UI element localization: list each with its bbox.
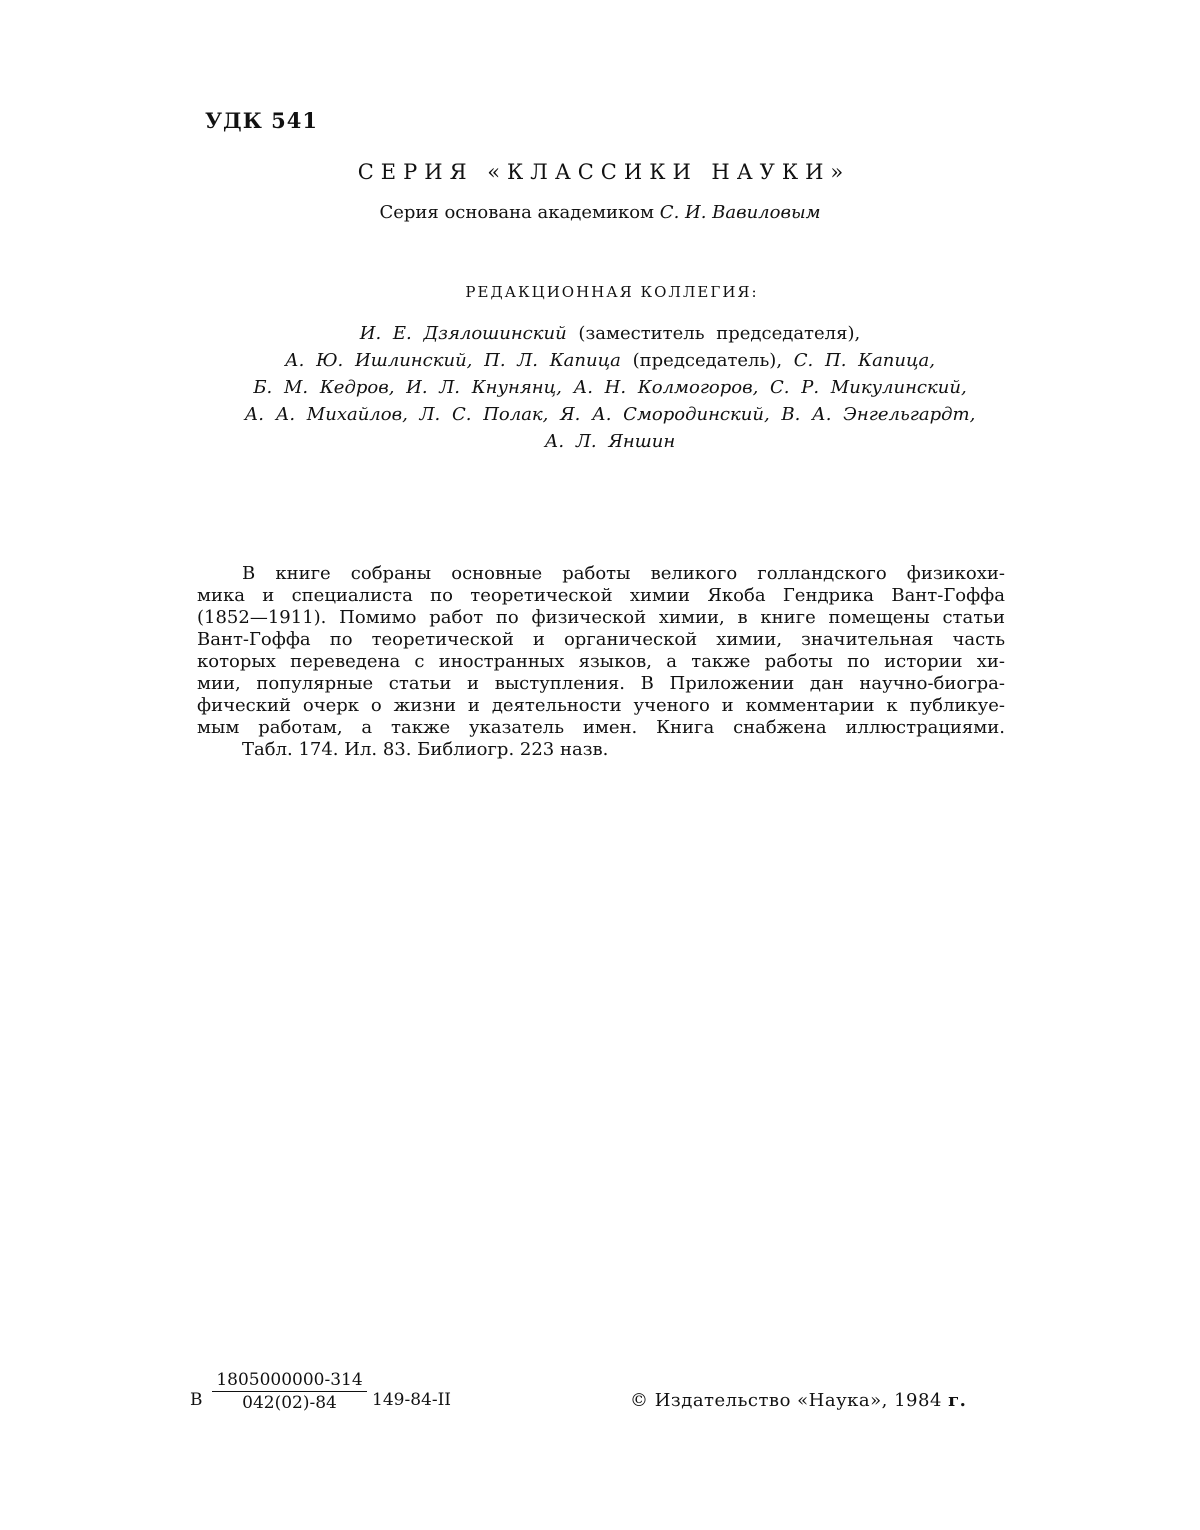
catalog-code-suffix: 149-84-II: [372, 1390, 451, 1410]
board-role: (председатель),: [632, 350, 783, 371]
board-member: С. П. Капица,: [793, 350, 935, 371]
board-line-5: [195, 428, 1025, 455]
board-line-1: [195, 320, 1025, 347]
board-members: А. А. Михайлов, Л. С. Полак, Я. А. Смородинский, В. А. Энгельгардт,: [244, 404, 976, 425]
abstract-stats: Табл. 174. Ил. 83. Библиогр. 223 назв.: [242, 739, 609, 760]
series-founded-prefix: Серия основана академиком: [379, 202, 655, 223]
editorial-board-heading: РЕДАКЦИОННАЯ КОЛЛЕГИЯ:: [465, 283, 759, 301]
board-member: А. Ю. Ишлинский,: [285, 350, 473, 371]
catalog-code-numerator: 1805000000-314: [212, 1370, 367, 1392]
book-abstract: [197, 563, 1005, 761]
abstract-line: которых переведена с иностранных языков, а также работы по истории хи-: [197, 651, 1005, 672]
board-line-4: [195, 401, 1025, 428]
copyright-text: © Издательство «Наука», 1984: [630, 1390, 942, 1411]
board-role: (заместитель председателя),: [578, 323, 861, 344]
series-founded: [0, 202, 1200, 223]
catalog-code: [190, 1370, 520, 1430]
abstract-line: фический очерк о жизни и деятельности ученого и комментарии к публикуе-: [197, 695, 1005, 716]
series-title: СЕРИЯ «КЛАССИКИ НАУКИ»: [357, 160, 851, 184]
abstract-line: В книге собраны основные работы великого голландского физикохи-: [242, 563, 1005, 584]
board-line-3: [195, 374, 1025, 401]
board-member: А. Л. Яншин: [544, 431, 676, 452]
board-line-2: [195, 347, 1025, 374]
catalog-code-letter: В: [190, 1390, 203, 1410]
abstract-line: Вант-Гоффа по теоретической и органической химии, значительная часть: [197, 629, 1005, 650]
abstract-line: (1852—1911). Помимо работ по физической химии, в книге помещены статьи: [197, 607, 1005, 628]
catalog-code-fraction: [212, 1370, 367, 1413]
copyright-notice: [630, 1390, 966, 1411]
board-members: Б. М. Кедров, И. Л. Кнунянц, А. Н. Колмогоров, С. Р. Микулинский,: [253, 377, 967, 398]
copyright-year-suffix: г.: [948, 1390, 967, 1411]
abstract-line: мым работам, а также указатель имен. Книга снабжена иллюстрациями.: [197, 717, 1005, 738]
editorial-board-members: [195, 320, 1025, 455]
udk-code: УДК 541: [205, 108, 318, 133]
catalog-code-denominator: 042(02)-84: [242, 1393, 337, 1413]
abstract-line: мика и специалиста по теоретической химии Якоба Гендрика Вант-Гоффа: [197, 585, 1005, 606]
board-member: П. Л. Капица: [484, 350, 621, 371]
abstract-line: мии, популярные статьи и выступления. В Приложении дан научно-биогра-: [197, 673, 1005, 694]
board-member: И. Е. Дзялошинский: [359, 323, 567, 344]
series-founder-name: С. И. Вавиловым: [659, 202, 821, 223]
